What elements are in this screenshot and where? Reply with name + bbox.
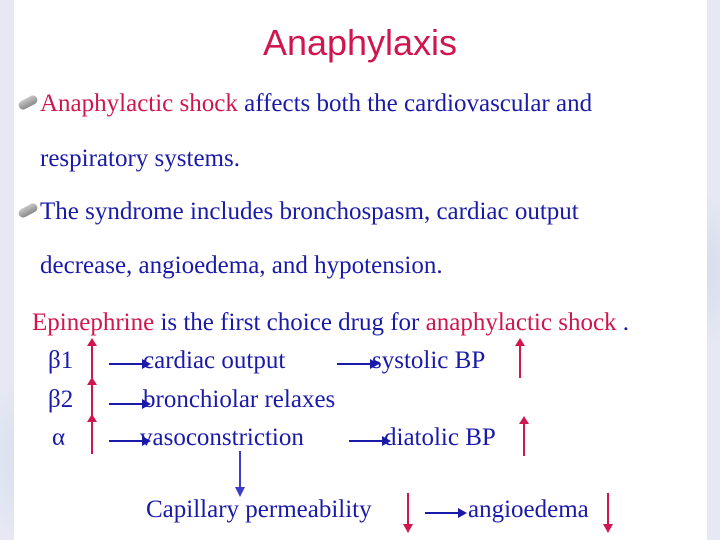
bullet1-rest: affects both the cardiovascular and — [237, 90, 593, 117]
effect-cardiac-output: cardiac output — [143, 347, 286, 374]
result-systolic-bp: systolic BP — [372, 347, 486, 374]
effect-vasoconstriction: vasoconstriction — [140, 424, 304, 451]
angioedema: angioedema — [468, 496, 589, 523]
receptor-beta2: β2 — [48, 386, 74, 413]
receptor-beta1: β1 — [48, 347, 74, 374]
statement-middle: is the first choice drug for — [154, 309, 426, 336]
increase-arrow-icon — [86, 376, 98, 418]
leads-down-arrow-icon — [233, 450, 247, 498]
increase-arrow-icon — [402, 492, 414, 534]
epinephrine-statement — [32, 309, 629, 337]
statement-end: . — [616, 309, 630, 336]
effect-bronchiolar: bronchiolar relaxes — [143, 386, 336, 413]
receptor-alpha: α — [52, 424, 66, 451]
condition-name: anaphylactic shock — [425, 309, 617, 336]
increase-arrow-icon — [518, 415, 530, 457]
drug-name: Epinephrine — [32, 309, 155, 336]
leads-to-arrow-icon — [424, 506, 468, 520]
increase-arrow-icon — [514, 337, 526, 379]
bullet2-line1: The syndrome includes bronchospasm, cardiac output — [40, 198, 579, 225]
bullet1-line2: respiratory systems. — [40, 145, 240, 172]
bullet1-highlight: Anaphylactic shock — [40, 90, 238, 117]
bullet2-line2: decrease, angioedema, and hypotension. — [40, 252, 443, 279]
bullet1-line1 — [40, 90, 592, 118]
result-diastolic-bp: diatolic BP — [384, 424, 496, 451]
capillary-permeability: Capillary permeability — [146, 496, 372, 523]
increase-arrow-icon — [602, 492, 614, 534]
slide-title: Anaphylaxis — [262, 22, 458, 63]
increase-arrow-icon — [86, 413, 98, 455]
increase-arrow-icon — [86, 337, 98, 379]
